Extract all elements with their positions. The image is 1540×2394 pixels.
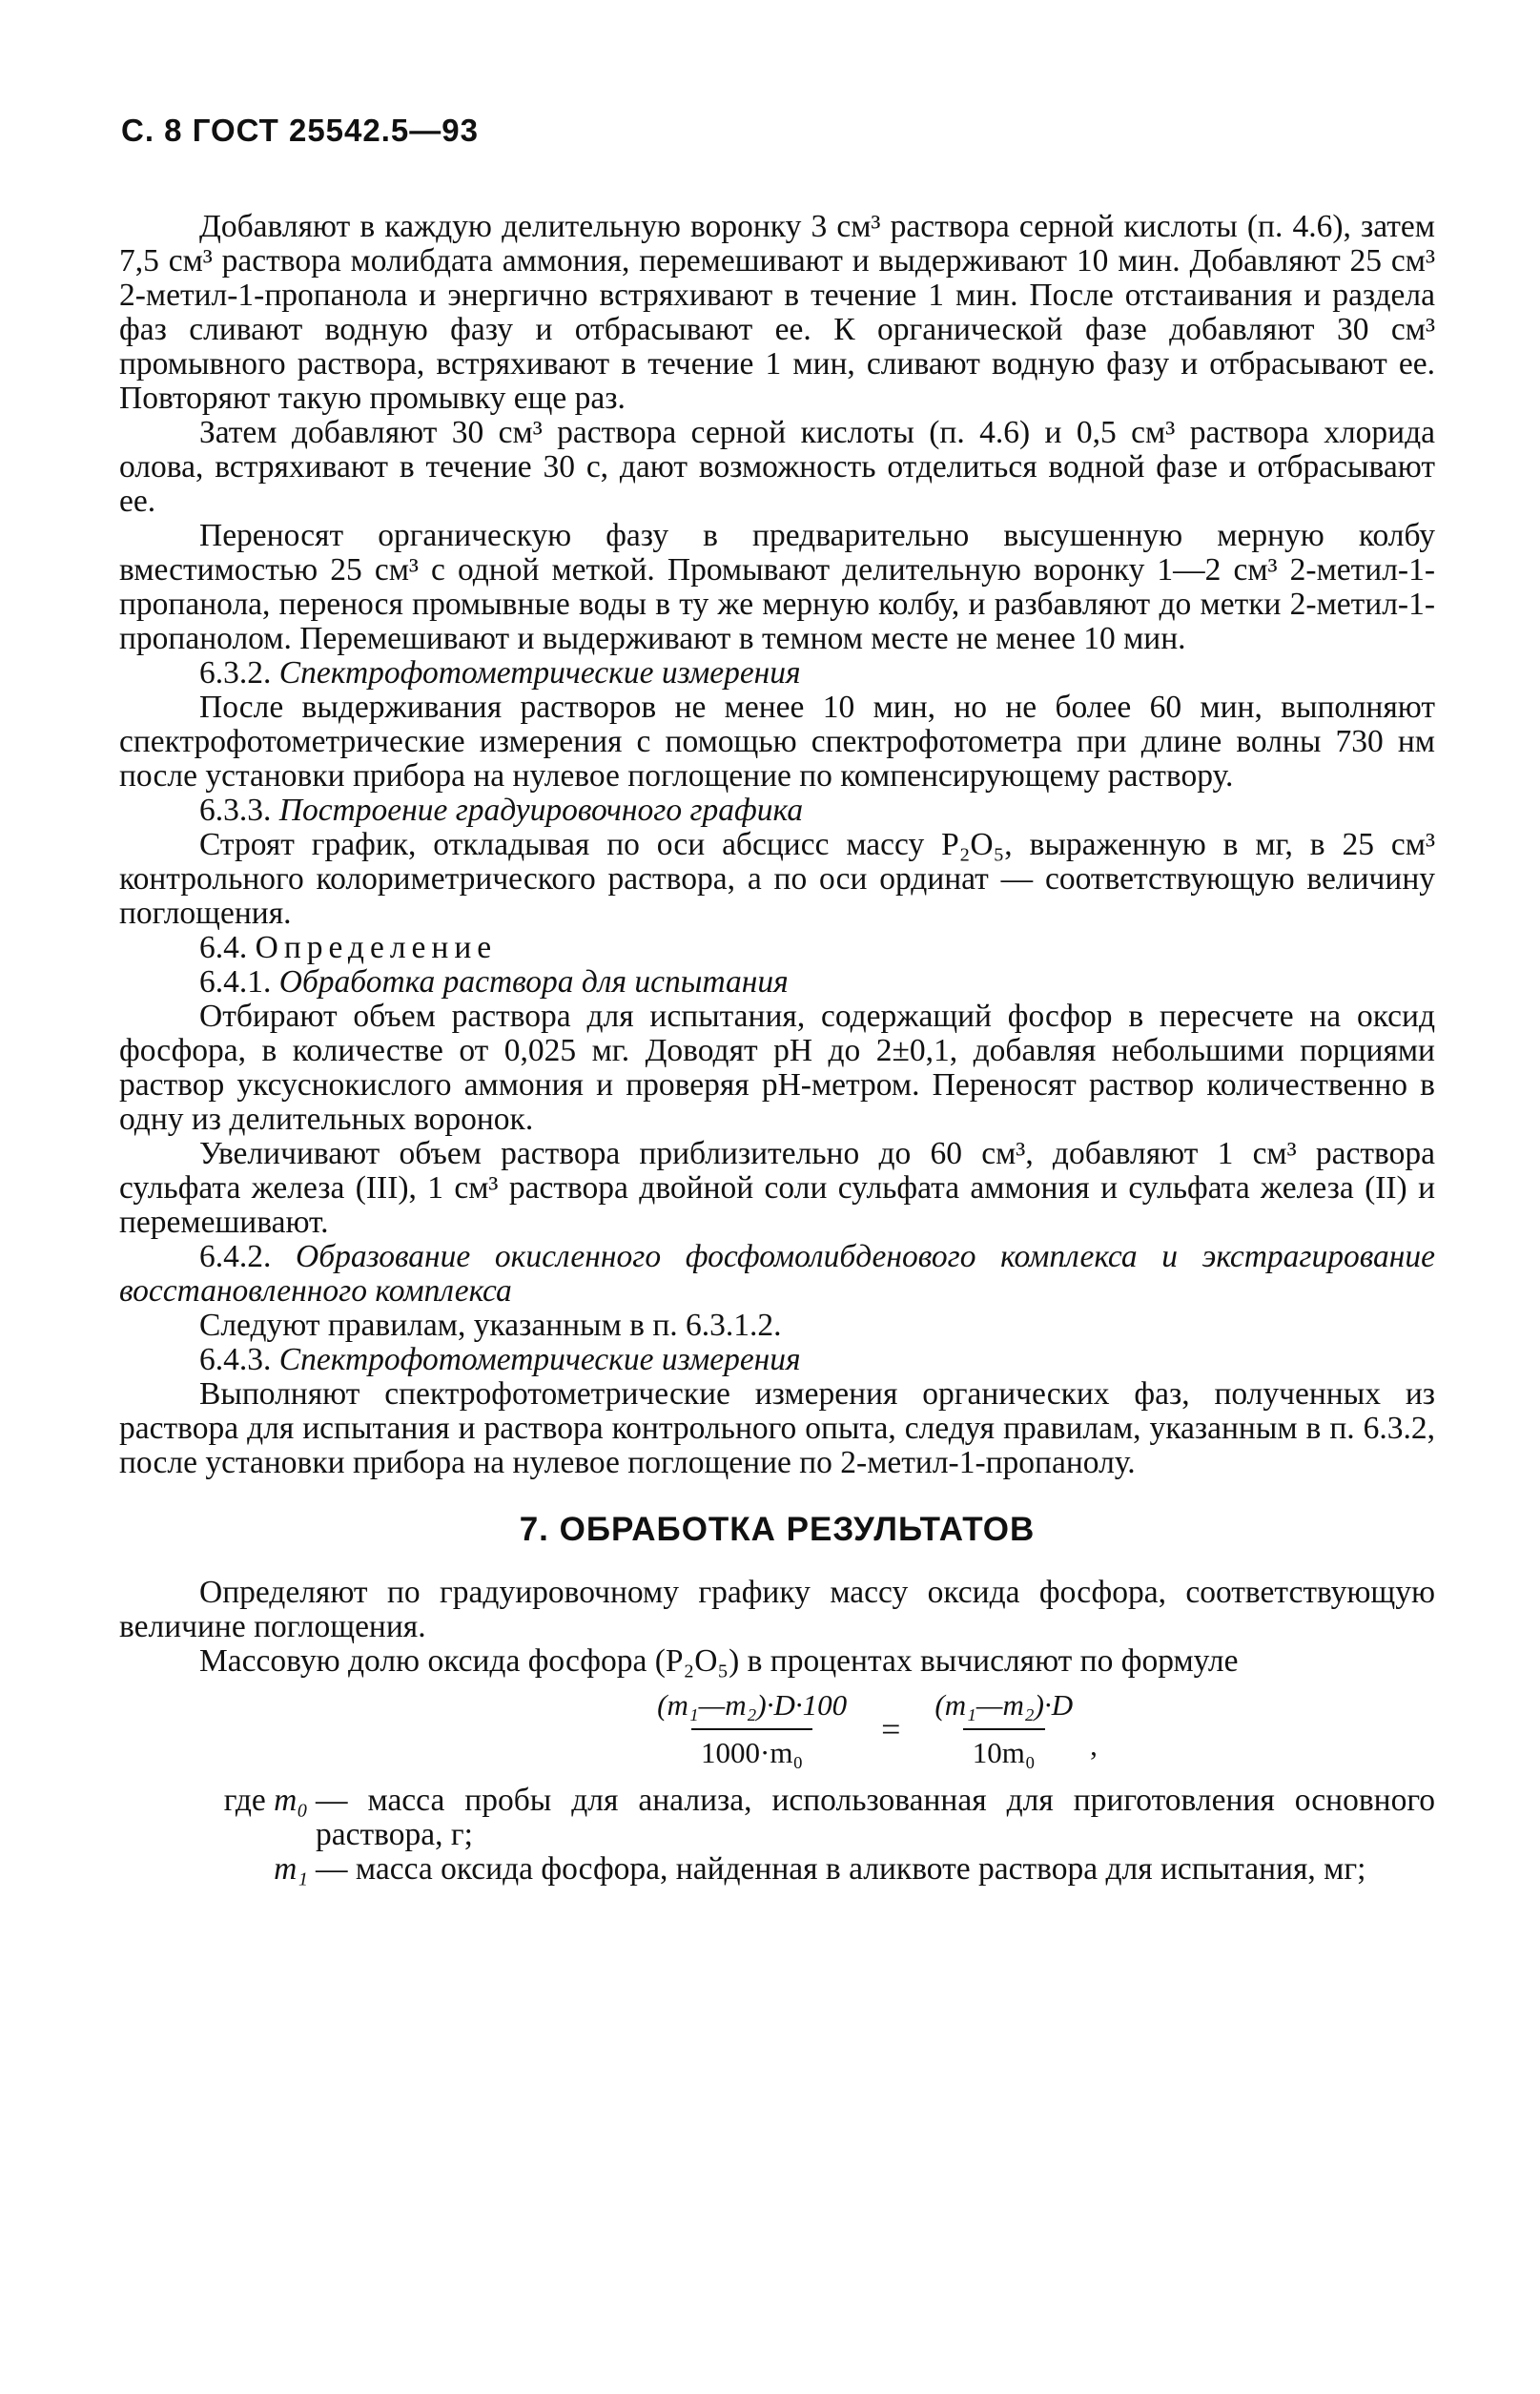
section-number: 6.3.3. [199,793,272,828]
section-number: 6.3.2. [199,655,272,691]
paragraph: Отбирают объем раствора для испытания, содержащий фосфор в пересчете на оксид фосфора, в количестве от 0,025 мг. Доводят pH до 2±0,1, добавляя небольшими порциями раствор уксуснокислого аммония и проверяя pH-метром. Переносят раствор количественно в одну из делительных воронок. [119,999,1435,1137]
formula-fraction-right [925,1688,1082,1770]
formula-fraction-left [647,1688,856,1770]
paragraph: Определяют по градуировочному графику массу оксида фосфора, соответствующую величине поглощения. [119,1575,1435,1644]
section-title: Спектрофотометрические измерения [278,1342,801,1377]
formula-numerator: (m₁—m₂)·D·100 [657,1688,848,1722]
variable-symbol: m₀ [274,1783,308,1818]
variable-description: — масса пробы для анализа, использованная для приготовления основного раствора, г; [316,1783,1435,1852]
paragraph: Выполняют спектрофотометрические измерения органических фаз, полученных из раствора для испытания и раствора контрольного опыта, следуя правилам, указанным в п. 6.3.2, после установки прибора на нулевое поглощение по 2-метил-1-пропанолу. [119,1376,1435,1480]
page-header: С. 8 ГОСТ 25542.5—93 [121,113,479,148]
section-title: Спектрофотометрические измерения [278,655,801,691]
paragraph: Переносят органическую фазу в предварительно высушенную мерную колбу вместимостью 25 см³ с одной меткой. Промывают делительную воронку 1—2 см³ 2-метил-1-пропанола, перенося промывные воды в ту же мерную колбу, и разбавляют до метки 2-метил-1-пропанолом. Перемешивают и выдерживают в темном месте не менее 10 мин. [119,518,1435,656]
section-title: Определение [255,930,498,965]
paragraph: Строят график, откладывая по оси абсцисс массу P₂O₅, выраженную в мг, в 25 см³ контрольного колориметрического раствора, а по оси ординат — соответствующую величину поглощения. [119,827,1435,931]
document-body [119,210,1435,1887]
section-number: 6.4.2. [199,1239,272,1274]
variable-definition [119,1852,1435,1887]
variable-symbol: m₁ [274,1851,308,1887]
section-title: Обработка раствора для испытания [278,964,789,1000]
section-6-4-3-heading [119,1343,1435,1377]
section-title: Образование окисленного фосфомолибденового комплекса и экстрагирование восстановленного комплекса [119,1239,1436,1309]
formula-equals: = [881,1710,901,1748]
paragraph: Увеличивают объем раствора приблизительно до 60 см³, добавляют 1 см³ раствора сульфата железа (III), 1 см³ раствора двойной соли сульфата аммония и сульфата железа (II) и перемешивают. [119,1136,1435,1240]
section-6-4-2-heading [119,1240,1435,1309]
section-6-3-3-heading [119,794,1435,828]
variable-description: — масса оксида фосфора, найденная в аликвоте раствора для испытания, мг; [316,1851,1366,1887]
variable-label [119,1852,308,1887]
paragraph: Добавляют в каждую делительную воронку 3 см³ раствора серной кислоты (п. 4.6), затем 7,5 см³ раствора молибдата аммония, перемешивают и выдерживают 10 мин. Добавляют 25 см³ 2-метил-1-пропанола и энергично встряхивают в течение 1 мин. После отстаивания и раздела фаз сливают водную фазу и отбрасывают ее. К органической фазе добавляют 30 см³ промывного раствора, встряхивают в течение 1 мин, сливают водную фазу и отбрасывают ее. Повторяют такую промывку еще раз. [119,209,1435,416]
formula [310,1688,1435,1770]
section-number: 6.4.3. [199,1342,272,1377]
section-title: Построение градуировочного графика [278,793,804,828]
section-6-3-2-heading [119,656,1435,691]
formula-comma: , [1090,1728,1098,1762]
section-6-4-heading [119,931,1435,965]
section-number: 6.4. [199,930,248,965]
paragraph: Затем добавляют 30 см³ раствора серной кислоты (п. 4.6) и 0,5 см³ раствора хлорида олова, встряхивают в течение 30 с, дают возможность отделиться водной фазе и отбрасывают ее. [119,415,1435,519]
formula-denominator: 10m₀ [963,1728,1045,1770]
section-7-heading: 7. ОБРАБОТКА РЕЗУЛЬТАТОВ [519,1511,1036,1548]
paragraph: После выдерживания растворов не менее 10 мин, но не более 60 мин, выполняют спектрофотометрические измерения с помощью спектрофотометра при длине волны 730 нм после установки прибора на нулевое поглощение по компенсирующему раствору. [119,690,1435,794]
paragraph: Массовую долю оксида фосфора (P₂O₅) в процентах вычисляют по формуле [199,1643,1239,1679]
section-6-4-1-heading [119,965,1435,1000]
variable-definition [119,1784,1435,1852]
formula-numerator: (m₁—m₂)·D [934,1688,1074,1722]
section-number: 6.4.1. [199,964,272,1000]
paragraph: Следуют правилам, указанным в п. 6.3.1.2. [199,1308,782,1343]
where-prefix: где [223,1783,275,1818]
variable-label [119,1784,308,1852]
formula-denominator: 1000·m₀ [691,1728,812,1770]
